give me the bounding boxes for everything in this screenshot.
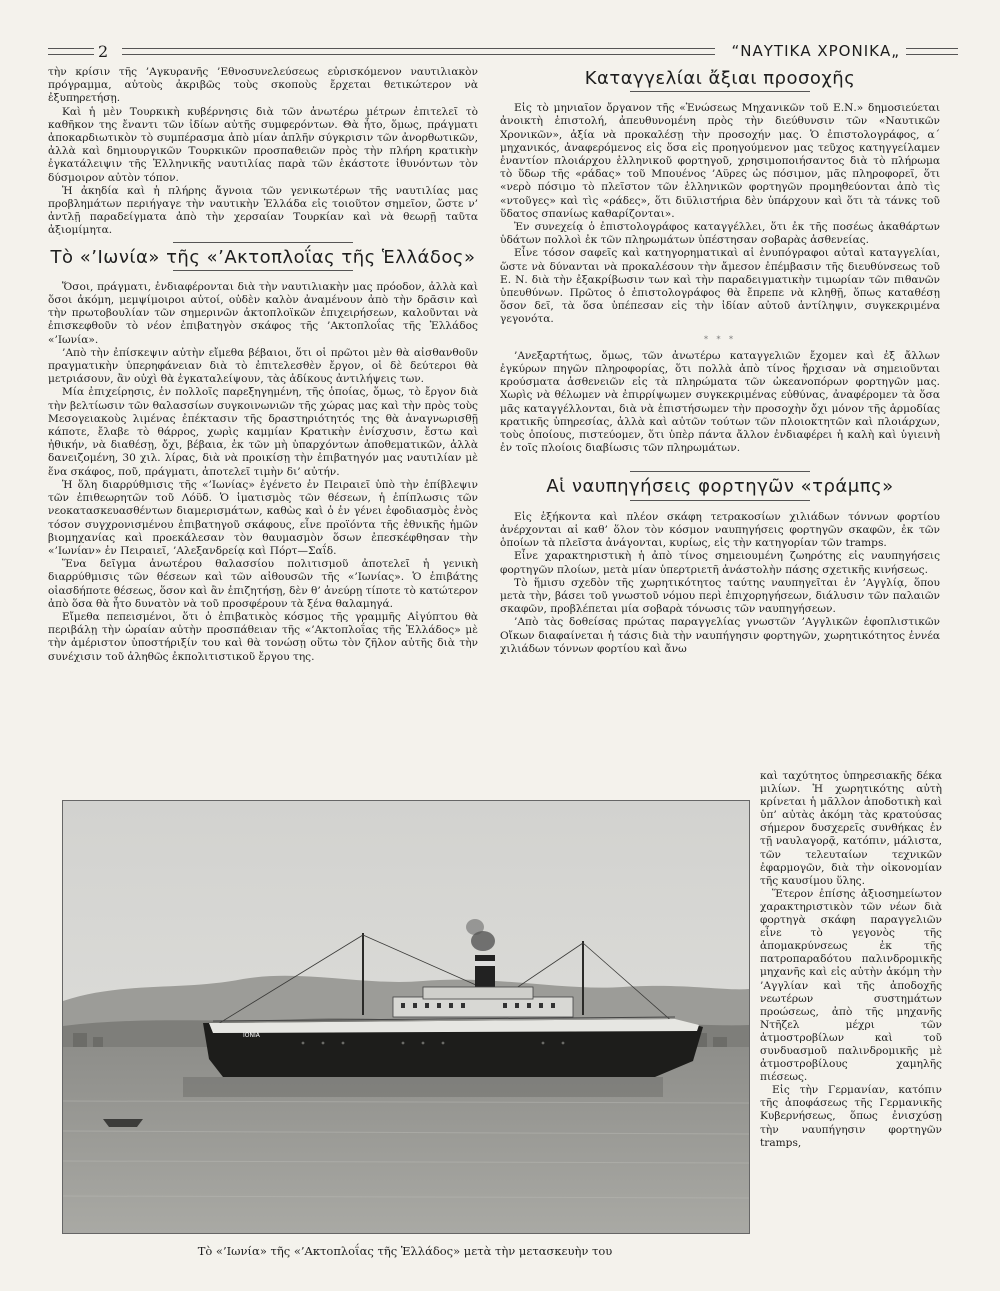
header-rule-middle <box>122 48 715 55</box>
article-paragraph: Ἕτερον ἐπίσης ἀξιοσημείωτον χαρακτηριστικὸν τῶν νέων διὰ φορτηγὰ σκάφη παραγγελιῶν εἶνε τὸ γεγονὸς τῆς ἀπομακρύνσεως ἐκ τῆς πατροπαραδότου παλινδρομικῆς μηχανῆς καὶ εἰς αὐτὴν ἀκόμη τὴν ’Αγγλίαν καὶ τῆς ἀποδοχῆς νεωτέρων συστημάτων προώσεως, ἀπὸ τῆς μηχανῆς Ντῆζελ μέχρι τῶν ἀτμοστροβίλων καὶ τοῦ συνδυασμοῦ παλινδρομικῆς μὲ ἀτμοστροβίλους χαμηλῆς πιέσεως. <box>760 887 942 1084</box>
section-title-ionia: Τὸ «’Ιωνία» τῆς «’Ακτοπλοΐας τῆς Ἑλλάδος» <box>50 246 476 268</box>
article-paragraph: ’Ανεξαρτήτως, ὅμως, τῶν ἀνωτέρω καταγγελιῶν ἔχομεν καὶ ἐξ ἄλλων ἐγκύρων πηγῶν πληροφορίας, ὅτι πολλὰ ἀπὸ τίνος ἤρχισαν νὰ σημειοῦνται κρούσματα ἀσθενειῶν εἰς τὰ πληρώματα τῶν ὠκεανοπόρων φορτηγῶν μας. Χωρὶς νὰ θέλωμεν νὰ ἐπιρρίψωμεν συγκεκριμένας εὐθύνας, ἀναφέρομεν τὰ ὅσα μᾶς καταγγέλλονται, διὰ νὰ ἐπιστήσωμεν τὴν προσοχὴν ὄχι μόνον τῆς ἁρμοδίας κρατικῆς ὑπηρεσίας, ἀλλὰ καὶ αὐτῶν τούτων τῶν πλοιοκτητῶν καὶ πλοιάρχων, τοὺς ὁποίους, πιστεύομεν, ὅτι ὑπὲρ πάντα ἄλλον ἐνδιαφέρει ἡ καλὴ καὶ ὑγιεινὴ ἐν τοῖς πλοίοις διαβίωσις τῶν πληρωμάτων. <box>500 349 940 455</box>
article-paragraph: Ὅσοι, πράγματι, ἐνδιαφέρονται διὰ τὴν ναυτιλιακὴν μας πρόοδον, ἀλλὰ καὶ ὅσοι ἀκόμη, μεμψίμοιροι αὐτοί, οὐδὲν καλὸν ἀναμένουν ἀπὸ τὴν δρᾶσιν καὶ τὴν πρωτοβουλίαν τῶν σημερινῶν ἀκτοπλοϊκῶν ἐπιχειρήσεων, καλοῦνται νὰ ἐπισκεφθοῦν τὸ νέον ἐπιβατηγὸν σκάφος τῆς ’Ακτοπλοΐας τῆς Ἑλλάδος «’Ιωνία». <box>48 280 478 346</box>
section-title-tramps: Αἱ ναυπηγήσεις φορτηγῶν «τράμπς» <box>546 476 894 498</box>
right-column <box>500 66 940 656</box>
article-paragraph: καὶ ταχύτητος ὑπηρεσιακῆς δέκα μιλίων. Ἡ χωρητικότης αὐτὴ κρίνεται ἡ μᾶλλον ἀποδοτικὴ καὶ ὑπ’ αὐτὰς ἀκόμη τὰς κρατούσας σήμερον δυσχερεῖς συνθήκας ἐν τῇ ναυλαγορᾷ, κατόπιν, μάλιστα, τῶν τελευταίων τεχνικῶν ἐφαρμογῶν, διὰ τὴν οἰκονομίαν τῆς καυσίμου ὕλης. <box>760 770 942 887</box>
left-column <box>48 66 478 664</box>
journal-title: “ΝΑΥΤΙΚΑ ΧΡΟΝΙΚΑ„ <box>731 42 900 60</box>
header-rule-right <box>906 48 958 55</box>
article-paragraph: Εἴμεθα πεπεισμένοι, ὅτι ὁ ἐπιβατικὸς κόσμος τῆς γραμμῆς Αἰγύπτου θὰ περιβάλῃ τὴν ὡραίαν αὐτὴν προσπάθειαν τῆς «’Ακτοπλοΐας τῆς Ἑλλάδος» μὲ τὴν ἀμέριστον ὑποστήριξίν του καὶ θὰ τονώσῃ οὕτω τὸν ζῆλον αὐτῆς διὰ τὴν συνέχισιν τοῦ ἀληθῶς ἐκπολιτιστικοῦ ἔργου της. <box>48 610 478 663</box>
article-paragraph: Εἶνε τόσον σαφεῖς καὶ κατηγορηματικαὶ αἱ ἐνυπόγραφοι αὐταὶ καταγγελίαι, ὥστε νὰ δύνανται νὰ προκαλέσουν τὴν ἄμεσον ἐπέμβασιν τῆς διευθύνσεως τοῦ Ε. Ν. διὰ τὴν ἐξακρίβωσιν των καὶ τὴν παραδειγματικὴν τιμωρίαν τῶν πιθανῶν ὑπευθύνων. Πρῶτος ὁ ἐπιστολογράφος θὰ ἔπρεπε νὰ κληθῇ, ὅπως καταθέσῃ ὅσον δεῖ, τὰ ὅσα ὑπέπεσαν εἰς τὴν ἰδίαν αὐτοῦ ἀντίληψιν, συγκεκριμένα γεγονότα. <box>500 247 940 326</box>
article-paragraph: Εἶνε χαρακτηριστικὴ ἡ ἀπὸ τίνος σημειουμένη ζωηρότης εἰς ναυπηγήσεις φορτηγῶν πλοίων, μετὰ μίαν ὑπερτριετῆ ἀνάστολὴν πάσης σχετικῆς κινήσεως. <box>500 550 940 576</box>
ship-photo-image <box>63 801 749 1233</box>
ship-photo <box>62 800 750 1234</box>
section-divider-stars: * * * <box>703 334 737 344</box>
article-paragraph: Τὸ ἥμισυ σχεδὸν τῆς χωρητικότητος ταύτης ναυπηγεῖται ἐν ’Αγγλίᾳ, ὅπου μετὰ τὴν, βάσει τοῦ γνωστοῦ νόμου περὶ ἐπιχορηγήσεων, διάλυσιν τῶν παλαιῶν σκαφῶν, προβλέπεται μία σοβαρὰ τόνωσις τῶν ναυπηγήσεων. <box>500 576 940 616</box>
article-paragraph: Ἡ ὅλη διαρρύθμισις τῆς «’Ιωνίας» ἐγένετο ἐν Πειραιεῖ ὑπὸ τὴν ἐπίβλεψιν τῶν ἐπιθεωρητῶν τοῦ Λόϋδ. Ὁ ἱματισμὸς τῶν θέσεων, ἡ ἐπίπλωσις τῶν νεοκατασκευασθέντων διαμερισμάτων, καθὼς καὶ ὁ ἐν γένει ἐφοδιασμὸς ἑνὸς τόσον συγχρονισμένου ἐπιβατηγοῦ σκάφους, εἶνε προϊόντα τῆς ἐθνικῆς ἡμῶν βιομηχανίας καὶ προεκάλεσαν τὸν θαυμασμὸν ὅσων ἐπεσκέφθησαν τὴν «’Ιωνίαν» ἐν Πειραιεῖ, ’Αλεξανδρείᾳ καὶ Πόρτ—Σαΐδ. <box>48 478 478 557</box>
ship-name-label: IONIA <box>243 1032 260 1039</box>
article-paragraph: ’Απὸ τὰς δοθείσας πρώτας παραγγελίας γνωστῶν ’Αγγλικῶν ἐφοπλιστικῶν Οἴκων διαφαίνεται ἡ τάσις διὰ τὴν ναυπήγησιν φορτηγῶν, χωρητικότητος ἐννέα χιλιάδων τόννων φορτίου καὶ ἄνω <box>500 616 940 655</box>
article-paragraph: Εἰς τὴν Γερμανίαν, κατόπιν τῆς ἀποφάσεως τῆς Γερμανικῆς Κυβερνήσεως, ὅπως ἐνισχύσῃ τὴν ναυπήγησιν φορτηγῶν tramps, <box>760 1084 942 1149</box>
intro-paragraph: Καὶ ἡ μὲν Τουρκικὴ κυβέρνησις διὰ τῶν ἀνωτέρω μέτρων ἐπιτελεῖ τὸ καθῆκον της ἔναντι τῶν ἰδίων αὐτῆς συμφερόντων. Θὰ ἦτο, ὅμως, πράγματι ἀποκαρδιωτικὸν τὸ συμπέρασμα ἀπὸ μίαν ἁπλῆν σύγκρισιν τῶν ἀνορθωτικῶν, ἀλλὰ καὶ δημιουργικῶν Τουρκικῶν προσπαθειῶν πρὸς τὴν πλήρη κρατικὴν ἐγκατάλειψιν τῆς Ἑλληνικῆς ναυτιλίας παρὰ τῶν ἑκάστοτε ἰθυνόντων τὸν δύσμοιρον αὐτὸν τόπον. <box>48 105 478 184</box>
intro-paragraph: τὴν κρίσιν τῆς ’Αγκυρανῆς ’Εθνοσυνελεύσεως εὑρισκόμενον ναυτιλιακὸν πρόγραμμα, αὐτοὺς ἀκριβῶς τοὺς σκοποὺς ἔρχεται θετικώτερον νὰ ἐξυπηρετήσῃ. <box>48 66 478 105</box>
article-paragraph: Μία ἐπιχείρησις, ἐν πολλοῖς παρεξηγημένη, τῆς ὁποίας, ὅμως, τὸ ἔργον διὰ τὴν βελτίωσιν τῶν θαλασσίων συγκοινωνιῶν τῆς χώρας μας καὶ τὴν πρὸς τοὺς Μεσογειακοὺς λιμένας ἐπέκτασιν τῆς δραστηριότητός της θὰ ἀναγνωρισθῇ κάποτε, ἔλαβε τὸ θάρρος, χωρὶς καμμίαν Κρατικὴν ἐνίσχυσιν, ἔστω καὶ ἠθικήν, νὰ διαθέσῃ, ὄχι, βέβαια, ἐκ τῶν μὴ ὑπαρχόντων ἀποθεματικῶν, ἀλλὰ δανειζομένη, 30 χιλ. λίρας, διὰ νὰ προικίσῃ τὴν ἐπιβατηγόν μας ναυτιλίαν μὲ ἕνα σκάφος, ποῦ, πράγματι, ἀποτελεῖ τιμὴν δι’ αὐτήν. <box>48 386 478 478</box>
article-paragraph: ’Απὸ τὴν ἐπίσκεψιν αὐτὴν εἴμεθα βέβαιοι, ὅτι οἱ πρῶτοι μὲν θὰ αἰσθανθοῦν πραγματικὴν ὑπερηφάνειαν διὰ τὸ ἐπιτελεσθὲν ἔργον, οἱ δὲ δεύτεροι θὰ μετριάσουν, ἂν οὐχὶ θὰ ἐγκαταλείψουν, τὰς ἀδίκους ἀντιλήψεις των. <box>48 346 478 386</box>
article-paragraph: Ἕνα δεῖγμα ἀνωτέρου θαλασσίου πολιτισμοῦ ἀποτελεῖ ἡ γενικὴ διαρρύθμισις τῶν θέσεων καὶ τῶν αἰθουσῶν τῆς «’Ιωνίας». Ὁ ἐπιβάτης οἱασδήποτε θέσεως, ὅσον καὶ ἂν ἐπιζητήσῃ, δὲν θ’ ἀνεύρῃ τίποτε τὸ κατώτερον ἀπὸ ὅσα θὰ ἦτο δυνατὸν νὰ τοῦ προσφέρουν τὰ ξένα θαλαμηγά. <box>48 558 478 610</box>
section-rule <box>630 91 810 92</box>
article-paragraph: Εἰς ἑξήκοντα καὶ πλέον σκάφη τετρακοσίων χιλιάδων τόννων φορτίου ἀνέρχονται αἱ καθ’ ὅλον τὸν κόσμον ναυπηγήσεις φορτηγῶν σκαφῶν, ἐκ τῶν ὁποίων τὰ πλεῖστα ἀνάγονται, κυρίως, εἰς τὴν κατηγορίαν τῶν tramps. <box>500 510 940 550</box>
article-paragraph: Εἰς τὸ μηνιαῖον ὄργανον τῆς «Ἑνώσεως Μηχανικῶν τοῦ Ε.Ν.» δημοσιεύεται ἀνοικτὴ ἐπιστολή, ἀπευθυνομένη πρὸς τὴν διεύθυνσιν τῶν «Ναυτικῶν Χρονικῶν», ἀξία νὰ προκαλέσῃ τὴν προσοχήν μας. Ὁ ἐπιστολογράφος, α΄ μηχανικός, ἀναφερόμενος εἰς ὅσα εἰς προηγούμενον μας τεῦχος κατηγγείλαμεν ἐναντίον πλοιάρχου ἑλληνικοῦ φορτηγοῦ, χρησιμοποιήσαντος διὰ τὸ πλήρωμα τὸ ὕδωρ τῆς «ράδας» τοῦ Μπουένος ’Αϋρες ὡς πόσιμον, μᾶς πληροφορεῖ, ὅτι «νερὸ πόσιμο τὸ πλεῖστον τῶν ἑλληνικῶν φορτηγῶν προμηθεύονται ἀπὸ τὶς «ντοῦγες» καὶ τὶς «ράδες», ὅτι διϋλιστήρια δὲν ὑπάρχουν καὶ ὅτι τὰ τάνκς τοῦ ὕδατος σπανίως καθαρίζονται». <box>500 102 940 220</box>
section-rule <box>173 270 353 271</box>
page-header <box>48 40 958 62</box>
narrow-column <box>760 770 942 1150</box>
intro-paragraph: Ἡ ἀκηδία καὶ ἡ πλήρης ἄγνοια τῶν γενικωτέρων τῆς ναυτιλίας μας προβλημάτων περιήγαγε τὴν ναυτικὴν Ἑλλάδα εἰς τοιοῦτον σημεῖον, ὥστε ν’ ἀντλῇ παραδείγματα ἀπὸ τὴν χερσαίαν Τουρκίαν καὶ νὰ θεωρῇ ταῦτα ἀξιομίμητα. <box>48 184 478 237</box>
section-rule <box>630 471 810 472</box>
section-rule <box>630 500 810 501</box>
section-title-complaints: Καταγγελίαι ἄξιαι προσοχῆς <box>584 68 856 89</box>
page-number: 2 <box>98 41 109 61</box>
header-rule-left <box>48 48 94 55</box>
article-paragraph: Ἐν συνεχείᾳ ὁ ἐπιστολογράφος καταγγέλλει, ὅτι ἐκ τῆς ποσέως ἀκαθάρτων ὑδάτων πολλοὶ ἐκ τῶν πληρωμάτων ὑπέστησαν σοβαρὰς ἀσθενείας. <box>500 221 940 247</box>
photo-caption: Τὸ «’Ιωνία» τῆς «’Ακτοπλοΐας τῆς Ἑλλάδος» μετὰ τὴν μετασκευὴν του <box>197 1244 613 1258</box>
section-rule <box>173 242 353 243</box>
